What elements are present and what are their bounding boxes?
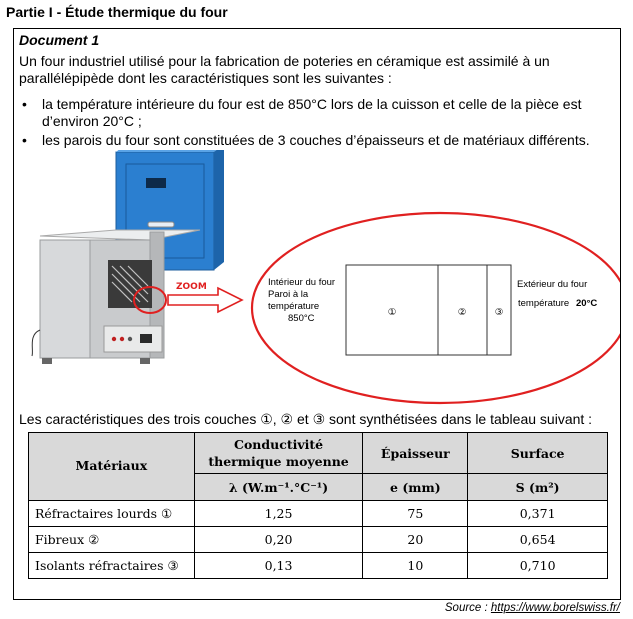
exterior-temp-label: température: [518, 298, 570, 309]
header-thickness: Épaisseur: [363, 433, 468, 474]
header-materials: Matériaux: [29, 433, 195, 501]
table-row: [29, 553, 608, 579]
cell-material: Fibreux ②: [29, 527, 195, 553]
interior-label-line: Intérieur du four: [268, 277, 336, 288]
document-paragraph: Un four industriel utilisé pour la fabrication de poteries en céramique est assimilé à un parallélépipède dont les caractéristiques sont les suivantes :: [19, 53, 550, 86]
interior-label-line: Paroi à la: [268, 289, 309, 300]
header-conductivity-line1: Conductivité: [234, 437, 324, 452]
zoom-label: ZOOM: [176, 282, 207, 292]
table-header-row: [29, 433, 608, 474]
cell-material: Isolants réfractaires ③: [29, 553, 195, 579]
document-title: Document 1: [19, 32, 100, 48]
bullet-item: • les parois du four sont constituées de 3 couches d’épaisseurs et de matériaux différents.: [19, 132, 619, 149]
cell-lambda: 1,25: [194, 501, 363, 527]
table-intro: Les caractéristiques des trois couches ①, ② et ③ sont synthétisées dans le tableau suivant :: [19, 411, 593, 427]
bullet-item: • la température intérieure du four est de 850°C lors de la cuisson et celle de la pièce est d’environ 20°C ;: [19, 96, 619, 130]
header-conductivity: [194, 433, 363, 474]
oven-figure: [30, 150, 620, 410]
cell-e: 20: [363, 527, 468, 553]
table-row: [29, 527, 608, 553]
bullet-list: [19, 96, 619, 151]
layer-2-label: ②: [457, 307, 467, 318]
cell-lambda: 0,20: [194, 527, 363, 553]
header-surface: Surface: [468, 433, 608, 474]
source-label: Source :: [444, 602, 491, 614]
oven-illustration: [32, 150, 224, 364]
cell-lambda: 0,13: [194, 553, 363, 579]
header-s-unit: S (m²): [468, 474, 608, 501]
exterior-label: Extérieur du four: [517, 279, 588, 290]
cell-material: Réfractaires lourds ①: [29, 501, 195, 527]
header-e-unit: e (mm): [363, 474, 468, 501]
interior-label-line: 850°C: [288, 313, 315, 324]
cell-s: 0,371: [468, 501, 608, 527]
cell-s: 0,654: [468, 527, 608, 553]
header-conductivity-line2: thermique moyenne: [208, 454, 349, 469]
cell-e: 75: [363, 501, 468, 527]
source-credit: [445, 602, 620, 614]
door-display: [146, 178, 166, 188]
door-handle: [148, 222, 174, 227]
properties-table: [28, 432, 608, 579]
part-title: Partie I - Étude thermique du four: [6, 4, 228, 20]
cell-s: 0,710: [468, 553, 608, 579]
layer-1-label: ①: [387, 307, 397, 318]
table-row: [29, 501, 608, 527]
layer-3-label: ③: [494, 307, 504, 318]
source-link[interactable]: https://www.borelswiss.fr/: [490, 602, 620, 614]
cell-e: 10: [363, 553, 468, 579]
wall-layers: [346, 265, 511, 355]
exterior-temp-value: 20°C: [576, 298, 598, 309]
header-lambda-unit: λ (W.m⁻¹.°C⁻¹): [194, 474, 363, 501]
interior-label-line: température: [268, 301, 320, 312]
